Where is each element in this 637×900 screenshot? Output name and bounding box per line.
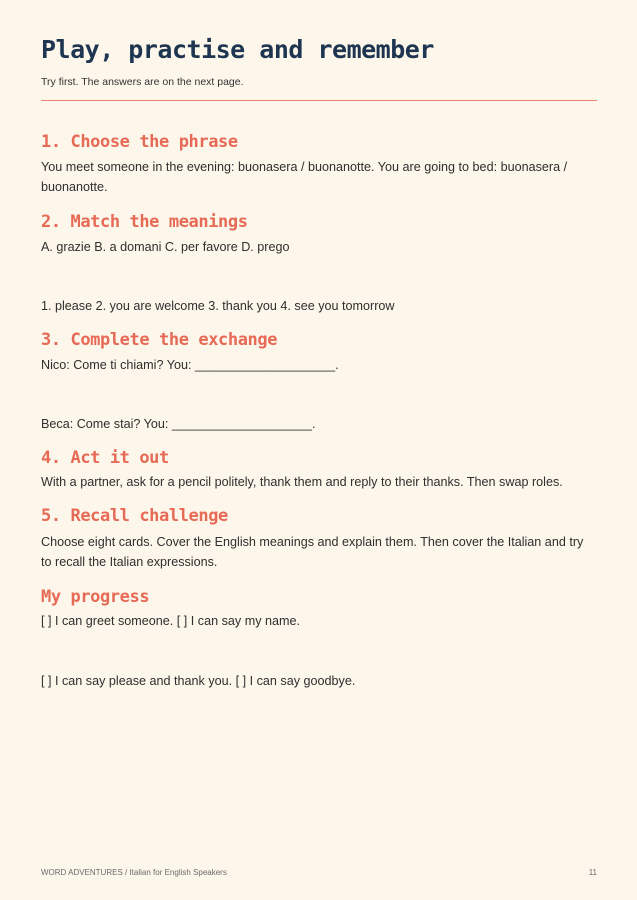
section-text-exchange-beca: Beca: Come stai? You: ____________________. — [41, 417, 316, 431]
section-heading-choose-phrase: 1. Choose the phrase — [41, 132, 238, 152]
progress-checklist-line-2: [ ] I can say please and thank you. [ ] I can say goodbye. — [41, 674, 356, 688]
section-heading-recall-challenge: 5. Recall challenge — [41, 506, 228, 526]
footer-series-title: WORD ADVENTURES / Italian for English Speakers — [41, 868, 227, 877]
page-title: Play, practise and remember — [41, 35, 434, 64]
section-heading-match-meanings: 2. Match the meanings — [41, 212, 248, 232]
worksheet-page — [41, 0, 597, 900]
section-heading-my-progress: My progress — [41, 587, 150, 607]
progress-checklist-line-1: [ ] I can greet someone. [ ] I can say my name. — [41, 614, 300, 628]
section-text-exchange-nico: Nico: Come ti chiami? You: ____________________. — [41, 358, 339, 372]
section-text-act-it-out: With a partner, ask for a pencil politely, thank them and reply to their thanks. Then swap roles. — [41, 475, 563, 489]
section-text-recall-challenge: Choose eight cards. Cover the English meanings and explain them. Then cover the Italian and try to recall the Italian expressions. — [41, 535, 584, 569]
page-subtitle: Try first. The answers are on the next page. — [41, 76, 244, 88]
section-heading-act-it-out: 4. Act it out — [41, 448, 169, 468]
section-heading-complete-exchange: 3. Complete the exchange — [41, 330, 278, 350]
section-text-english-options: 1. please 2. you are welcome 3. thank you 4. see you tomorrow — [41, 299, 395, 313]
footer-page-number: 11 — [588, 868, 597, 877]
section-text-choose-phrase: You meet someone in the evening: buonasera / buonanotte. You are going to bed: buonasera / buonanotte. — [41, 160, 568, 194]
title-divider — [41, 100, 597, 101]
section-text-italian-options: A. grazie B. a domani C. per favore D. prego — [41, 240, 290, 254]
